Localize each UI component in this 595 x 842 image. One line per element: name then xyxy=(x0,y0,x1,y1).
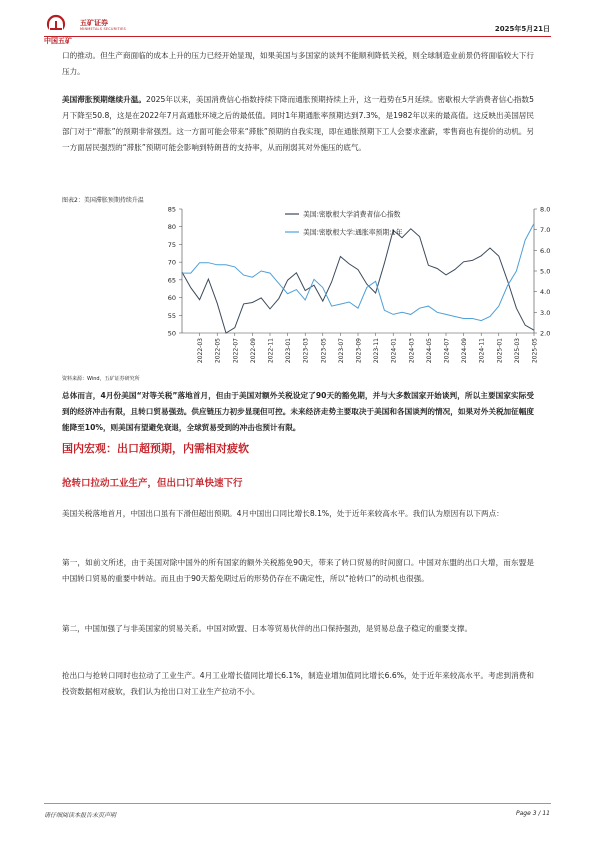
paragraph-2-body: 2025年以来，美国消费信心指数持续下降而通胀预期持续上升，这一趋势在5月延续。密歇根大学消费者信心指数5月下降至50.8，这是在2022年7月高通胀环境之后的最低值。同时1年期通胀率预期达到7.3%，是1982年以来的最高值。这反映出美国居民部门对于“滞胀”的预期非常强烈。这一方面可能会带来“滞胀”预期的自我实现，即在通胀预期下工人会要求涨薪，零售商也有提价的动机。另一方面居民强烈的“滞胀”预期可能会影响到特朗普的支持率，从而削弱其对外施压的底气。 xyxy=(62,95,535,152)
series-line-2 xyxy=(182,224,534,321)
y-left-tick-label: 80 xyxy=(167,223,176,232)
x-tick-label: 2023-11 xyxy=(373,338,381,364)
logo-securities-name: 五矿证券 xyxy=(80,19,108,27)
y-left-tick-label: 70 xyxy=(167,258,176,267)
y-right-tick-label: 6.0 xyxy=(540,246,551,255)
y-left-tick-label: 65 xyxy=(167,276,176,285)
y-right-tick-label: 5.0 xyxy=(540,267,551,276)
paragraph-1: 口的推动。但生产商面临的成本上升的压力已经开始显现，如果美国与多国家的谈判不能顺利降低关税，则全球制造业前景仍将面临较大下行压力。 xyxy=(62,51,534,76)
report-date: 2025年5月21日 xyxy=(494,25,550,33)
legend-label-1: 美国:密歇根大学消费者信心指数 xyxy=(303,210,401,219)
x-tick-label: 2022-03 xyxy=(197,338,205,364)
x-tick-label: 2023-05 xyxy=(320,338,328,364)
y-left-tick-label: 75 xyxy=(167,240,176,249)
paragraph-4: 美国关税落地首月，中国出口虽有下滑但超出预期。4月中国出口同比增长8.1%，处于近年来较高水平。我们认为原因有以下两点： xyxy=(62,509,504,518)
y-right-tick-label: 3.0 xyxy=(540,308,551,317)
x-tick-label: 2022-11 xyxy=(267,338,275,364)
y-right-tick-label: 4.0 xyxy=(540,288,551,297)
legend-label-2: 美国:密歇根大学:通胀率预期:1年 xyxy=(303,228,403,237)
y-left-tick-label: 60 xyxy=(167,294,176,303)
paragraph-2-lead: 美国滞胀预期继续升温。 xyxy=(62,95,147,104)
x-tick-label: 2022-05 xyxy=(214,338,222,364)
footer-disclaimer: 请仔细阅读本报告末页声明 xyxy=(44,812,117,819)
x-tick-label: 2025-01 xyxy=(496,338,504,364)
y-left-tick-label: 85 xyxy=(167,205,176,214)
y-right-tick-label: 2.0 xyxy=(540,329,551,338)
page-number: Page 3 / 11 xyxy=(516,810,550,817)
figure-title: 图表2：美国滞胀预期持续升温 xyxy=(62,197,144,204)
x-tick-label: 2024-01 xyxy=(390,338,398,364)
paragraph-7: 抢出口与抢转口同时也拉动了工业生产。4月工业增长值同比增长6.1%，制造业增加值同比增长6.6%，处于近年来较高水平。考虑到消费和投资数据相对疲软，我们认为抢出口对工业生产拉动不小。 xyxy=(62,671,534,696)
x-tick-label: 2023-01 xyxy=(285,338,293,364)
logo-company-name: 中国五矿 xyxy=(44,37,72,45)
x-tick-label: 2023-07 xyxy=(337,338,345,364)
sub-heading: 抢转口拉动工业生产，但出口订单快速下行 xyxy=(62,478,243,489)
x-tick-label: 2024-07 xyxy=(443,338,451,364)
series-line-1 xyxy=(182,229,534,333)
paragraph-6: 第二，中国加强了与非美国家的贸易关系。中国对欧盟、日本等贸易伙伴的出口保持强劲，是贸易总盘子稳定的重要支撑。 xyxy=(62,624,473,633)
paragraph-5: 第一，如前文所述，由于美国对除中国外的所有国家的额外关税豁免90天，带来了转口贸易的时间窗口。中国对东盟的出口大增，而东盟是中国转口贸易的重要中转站。而且由于90天豁免期过后的形势仍存在不确定性，所以“抢转口”的动机也很强。 xyxy=(62,558,534,583)
y-left-tick-label: 50 xyxy=(167,329,176,338)
x-tick-label: 2024-05 xyxy=(425,338,433,364)
x-tick-label: 2022-09 xyxy=(249,338,257,364)
paragraph-3: 总体而言，4月份美国“对等关税”落地首月，但由于美国对额外关税设定了90天的豁免期，并与大多数国家开始谈判，所以主要国家实际受到的经济冲击有限，且转口贸易强劲。供应链压力初步显现但可控。未来经济走势主要取决于美国和各国谈判的情况，如果对外关税加征幅度能降至10%，则美国有望避免衰退，全球贸易受到的冲击也预计有限。 xyxy=(62,391,534,432)
footer-divider xyxy=(44,803,551,804)
x-tick-label: 2023-09 xyxy=(355,338,363,364)
x-tick-label: 2024-09 xyxy=(461,338,469,364)
x-tick-label: 2024-03 xyxy=(408,338,416,364)
y-left-tick-label: 55 xyxy=(167,311,176,320)
figure-source: 资料来源：Wind，五矿证券研究所 xyxy=(62,376,140,382)
y-right-tick-label: 7.0 xyxy=(540,226,551,235)
x-tick-label: 2025-05 xyxy=(531,338,539,364)
x-tick-label: 2023-03 xyxy=(302,338,310,364)
section-heading: 国内宏观：出口超预期，内需相对疲软 xyxy=(62,442,249,455)
y-right-tick-label: 8.0 xyxy=(540,205,551,214)
x-tick-label: 2022-07 xyxy=(232,338,240,364)
x-tick-label: 2024-11 xyxy=(478,338,486,364)
logo-securities-en: MINMETALS SECURITIES xyxy=(80,27,126,31)
x-tick-label: 2025-03 xyxy=(513,338,521,364)
